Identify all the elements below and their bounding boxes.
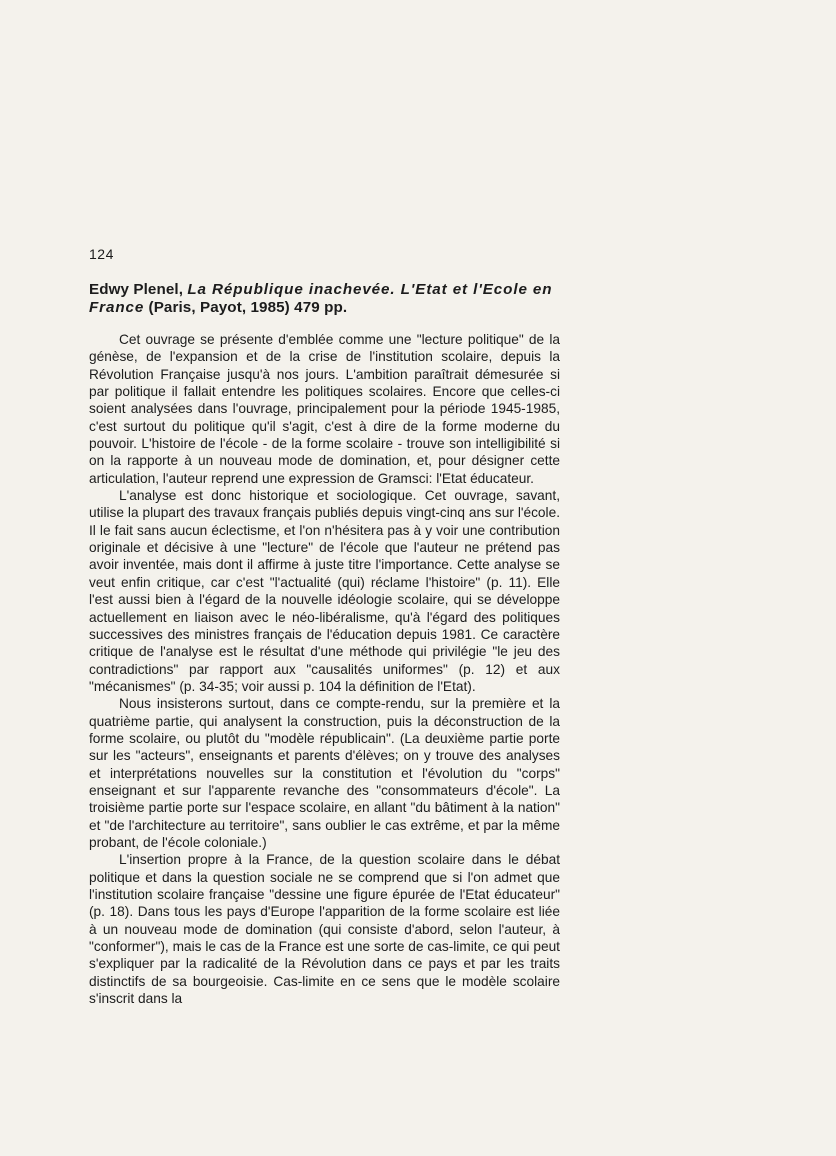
page-number: 124 <box>89 246 114 262</box>
paragraph-2: L'analyse est donc historique et sociologique. Cet ouvrage, savant, utilise la plupart des travaux français publiés depuis vingt-cinq ans sur l'école. Il le fait sans aucun éclectisme, et l'on n'hésitera pas à y voir une contribution originale et décisive à une "lecture" de l'école que l'auteur ne prétend pas avoir inventée, mais dont il affirme à juste titre l'importance. Cette analyse se veut enfin critique, car c'est "l'actualité (qui) réclame l'histoire" (p. 11). Elle l'est aussi bien à l'égard de la nouvelle idéologie scolaire, qui se développe actuellement en liaison avec le néo-libéralisme, qu'à l'égard des politiques successives des ministres français de l'éducation depuis 1981. Ce caractère critique de l'analyse est le résultat d'une méthode qui privilégie "le jeu des contradictions" par rapport aux "causalités uniformes" (p. 12) et aux "mécanismes" (p. 34-35; voir aussi p. 104 la définition de l'Etat). <box>89 488 560 694</box>
paragraph-4: L'insertion propre à la France, de la question scolaire dans le débat politique et dans la question sociale ne se comprend que si l'on admet que l'institution scolaire française "dessine une figure épurée de l'Etat éducateur" (p. 18). Dans tous les pays d'Europe l'apparition de la forme scolaire est liée à un nouveau mode de domination (qui consiste d'abord, selon l'auteur, à "conformer"), mais le cas de la France est une sorte de cas-limite, ce qui peut s'expliquer par la radicalité de la Révolution dans ce pays et par les traits distinctifs de sa bourgeoisie. Cas-limite en ce sens que le modèle scolaire s'inscrit dans la <box>89 852 560 1007</box>
review-author: Edwy Plenel, <box>89 281 188 298</box>
publication-info: (Paris, Payot, 1985) 479 pp. <box>144 299 348 316</box>
book-title: La République inachevée. L'Etat et l'Ecole en France <box>89 281 553 316</box>
review-heading <box>89 281 563 317</box>
paragraph-3: Nous insisterons surtout, dans ce compte-rendu, sur la première et la quatrième partie, qui analysent la construction, puis la déconstruction de la forme scolaire, ou plutôt du "modèle républicain". (La deuxième partie porte sur les "acteurs", enseignants et parents d'élèves; on y trouve des analyses et interprétations nouvelles sur la constitution et l'évolution du "corps" enseignant et sur l'apparente revanche des "consommateurs d'école". La troisième partie porte sur l'espace scolaire, en allant "du bâtiment à la nation" et "de l'architecture au territoire", sans oublier le cas extrême, et par la même probant, de l'école coloniale.) <box>89 696 560 850</box>
paragraph-1: Cet ouvrage se présente d'emblée comme une "lecture politique" de la génèse, de l'expansion et de la crise de l'institution scolaire, depuis la Révolution Française jusqu'à nos jours. L'ambition paraîtrait démesurée si par politique il fallait entendre les politiques scolaires. Encore que celles-ci soient analysées dans l'ouvrage, principalement pour la période 1945-1985, c'est surtout du politique qu'il s'agit, c'est à dire de la forme moderne du pouvoir. L'histoire de l'école - de la forme scolaire - trouve son intelligibilité si on la rapporte à un nouveau mode de domination, et, pour désigner cette articulation, l'auteur reprend une expression de Gramsci: l'Etat éducateur. <box>89 332 560 486</box>
review-body <box>89 331 560 1007</box>
